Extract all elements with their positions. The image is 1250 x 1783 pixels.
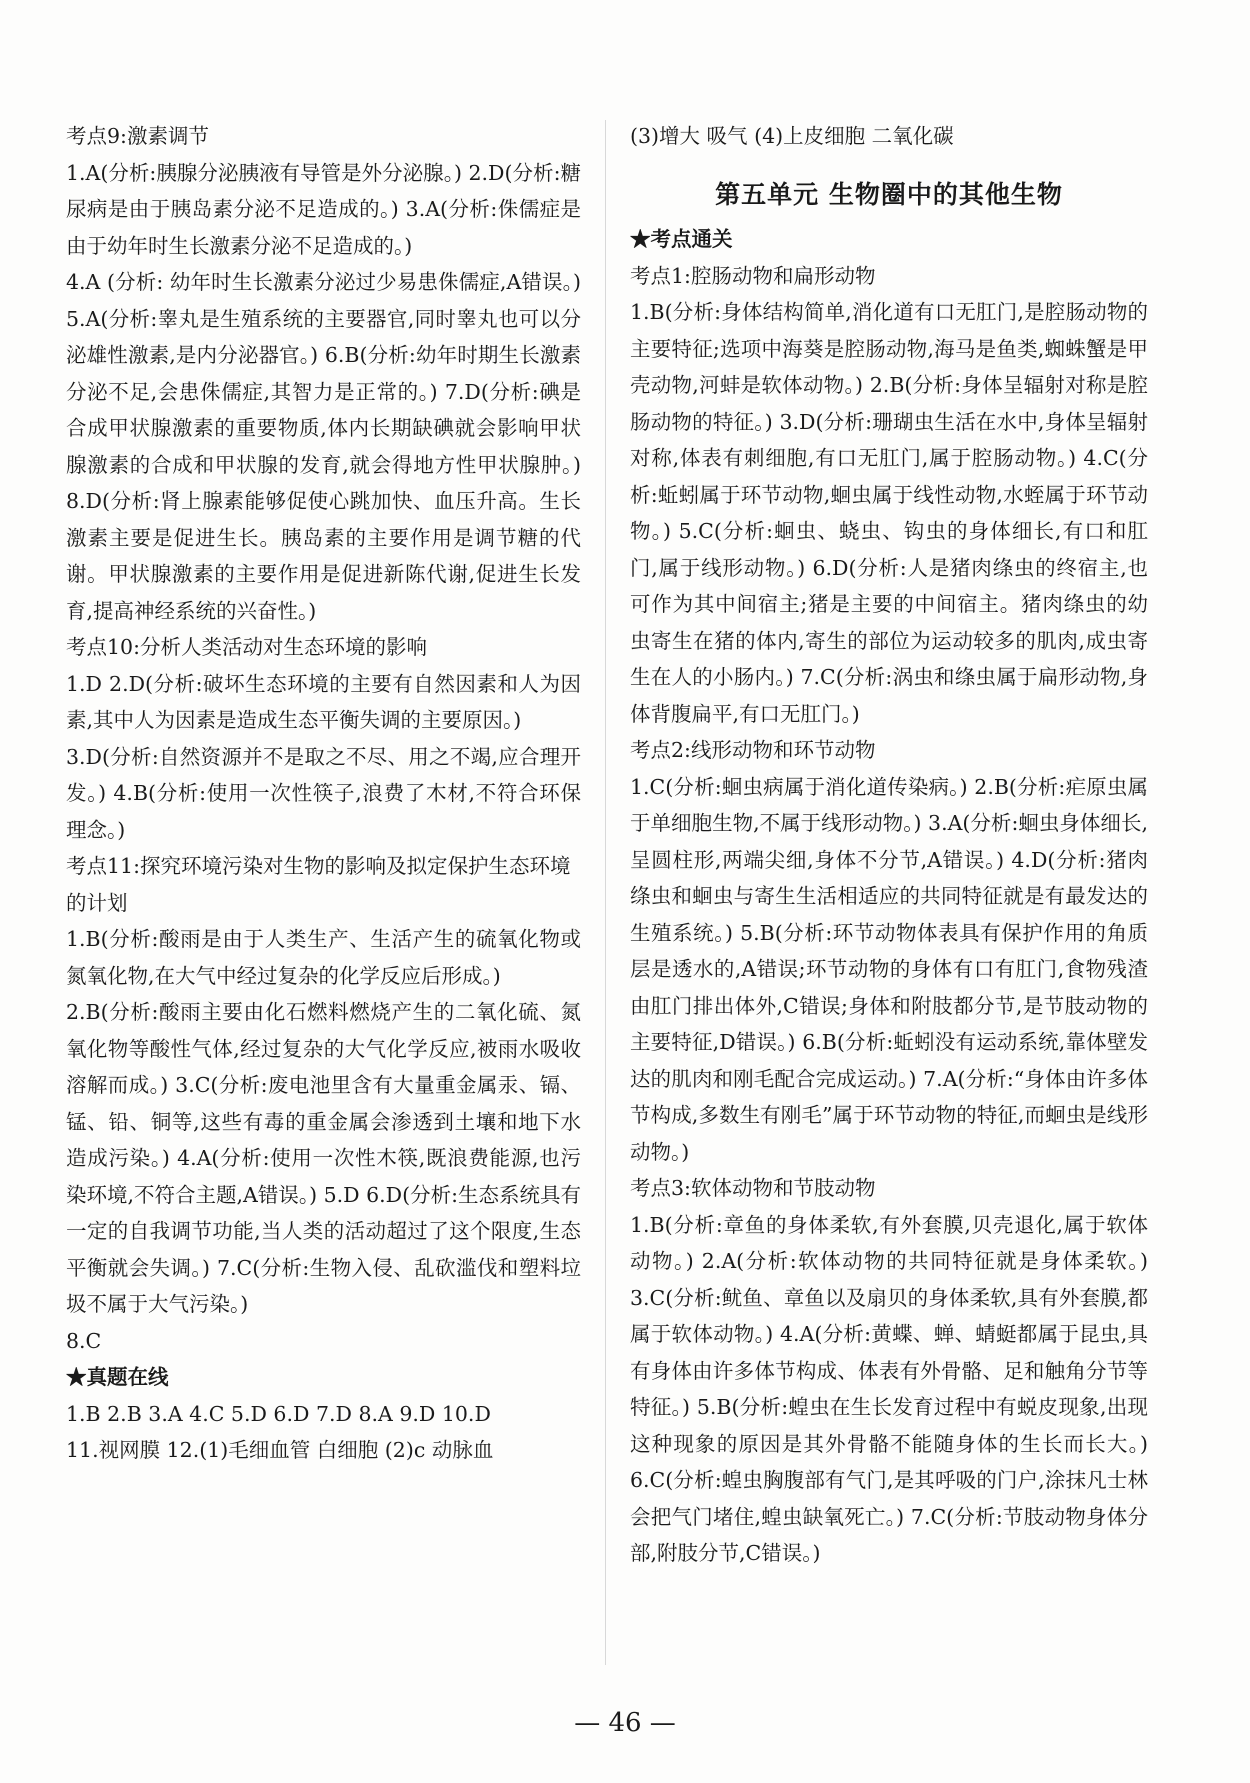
- answer-paragraph: 1.B(分析:身体结构简单,消化道有口无肛门,是腔肠动物的主要特征;选项中海葵是腔肠动物,海马是鱼类,蜘蛛蟹是甲壳动物,河蚌是软体动物。) 2.B(分析:身体呈辐射对称是腔肠动物的特征。) 3.D(分析:珊瑚虫生活在水中,身体呈辐射对称,体表有刺细胞,有口无肛门,属于腔肠动物。) 4.C(分析:蚯蚓属于环节动物,蛔虫属于线性动物,水蛭属于环节动物。) 5.C(分析:蛔虫、蛲虫、钩虫的身体细长,有口和肛门,属于线形动物。) 6.D(分析:人是猪肉绦虫的终宿主,也可作为其中间宿主;猪是主要的中间宿主。猪肉绦虫的幼虫寄生在猪的体内,寄生的部位为运动较多的肌肉,成虫寄生在人的小肠内。) 7.C(分析:涡虫和绦虫属于扁形动物,身体背腹扁平,有口无肛门。): [630, 300, 1148, 726]
- column-divider: [605, 120, 606, 1665]
- section-heading: 考点2:线形动物和环节动物: [630, 738, 876, 762]
- section-heading: 考点3:软体动物和节肢动物: [630, 1176, 876, 1200]
- page-number: — 46 —: [574, 1708, 676, 1738]
- left-column: [66, 118, 581, 1469]
- answer-paragraph: 1.B(分析:章鱼的身体柔软,有外套膜,贝壳退化,属于软体动物。) 2.A(分析:软体动物的共同特征就是身体柔软。) 3.C(分析:鱿鱼、章鱼以及扇贝的身体柔软,具有外套膜,都属于软体动物。) 4.A(分析:黄蝶、蝉、蜻蜓都属于昆虫,具有身体由许多体节构成、体表有外骨骼、足和触角分节等特征。) 5.B(分析:蝗虫在生长发育过程中有蜕皮现象,出现这种现象的原因是其外骨骼不能随身体的生长而长大。) 6.C(分析:蝗虫胸腹部有气门,是其呼吸的门户,涂抹凡士林会把气门堵住,蝗虫缺氧死亡。) 7.C(分析:节肢动物身体分部,附肢分节,C错误。): [630, 1212, 1148, 1565]
- answer-paragraph: 2.B(分析:酸雨主要由化石燃料燃烧产生的二氧化硫、氮氧化物等酸性气体,经过复杂的大气化学反应,被雨水吸收溶解而成。) 3.C(分析:废电池里含有大量重金属汞、镉、锰、铅、铜等,这些有毒的重金属会渗透到土壤和地下水造成污染。) 4.A(分析:使用一次性木筷,既浪费能源,也污染环境,不符合主题,A错误。) 5.D 6.D(分析:生态系统具有一定的自我调节功能,当人类的活动超过了这个限度,生态平衡就会失调。) 7.C(分析:生物入侵、乱砍滥伐和塑料垃圾不属于大气污染。): [66, 1000, 582, 1316]
- answer-paragraph: 8.C: [66, 1328, 102, 1353]
- star-heading: ★真题在线: [66, 1365, 169, 1389]
- star-heading: ★考点通关: [630, 227, 733, 251]
- answer-paragraph: 1.B(分析:酸雨是由于人类生产、生活产生的硫氧化物或氮氧化物,在大气中经过复杂的化学反应后形成。): [66, 927, 581, 988]
- answer-paragraph: 1.C(分析:蛔虫病属于消化道传染病。) 2.B(分析:疟原虫属于单细胞生物,不属于线形动物。) 3.A(分析:蛔虫身体细长,呈圆柱形,两端尖细,身体不分节,A错误。) 4.D(分析:猪肉绦虫和蛔虫与寄生生活相适应的共同特征就是有最发达的生殖系统。) 5.B(分析:环节动物体表具有保护作用的角质层是透水的,A错误;环节动物的身体有口有肛门,食物残渣由肛门排出体外,C错误;身体和附肢都分节,是节肢动物的主要特征,D错误。) 6.B(分析:蚯蚓没有运动系统,靠体壁发达的肌肉和刚毛配合完成运动。) 7.A(分析:“身体由许多体节构成,多数生有刚毛”属于环节动物的特征,而蛔虫是线形动物。): [630, 774, 1148, 1164]
- answer-paragraph: 11.视网膜 12.(1)毛细血管 白细胞 (2)c 动脉血: [66, 1438, 494, 1462]
- answer-paragraph: 3.D(分析:自然资源并不是取之不尽、用之不竭,应合理开发。) 4.B(分析:使用一次性筷子,浪费了木材,不符合环保理念。): [66, 744, 581, 842]
- section-heading: 考点10:分析人类活动对生态环境的影响: [66, 635, 427, 659]
- section-heading: 考点11:探究环境污染对生物的影响及拟定保护生态环境的计划: [66, 854, 571, 915]
- right-column: [630, 118, 1148, 1572]
- section-heading: 考点1:腔肠动物和扁形动物: [630, 263, 876, 288]
- answer-paragraph: 1.A(分析:胰腺分泌胰液有导管是外分泌腺。) 2.D(分析:糖尿病是由于胰岛素分泌不足造成的。) 3.A(分析:侏儒症是由于幼年时生长激素分泌不足造成的。): [66, 160, 581, 258]
- answer-paragraph: 1.D 2.D(分析:破坏生态环境的主要有自然因素和人为因素,其中人为因素是造成生态平衡失调的主要原因。): [66, 671, 581, 732]
- answer-paragraph: 4.A (分析: 幼年时生长激素分泌过少易患侏儒症,A错误。) 5.A(分析:睾丸是生殖系统的主要器官,同时睾丸也可以分泌雄性激素,是内分泌器官。) 6.B(分析:幼年时期生长激素分泌不足,会患侏儒症,其智力是正常的。) 7.D(分析:碘是合成甲状腺激素的重要物质,体内长期缺碘就会影响甲状腺激素的合成和甲状腺的发育,就会得地方性甲状腺肿。) 8.D(分析:肾上腺素能够促使心跳加快、血压升高。生长激素主要是促进生长。胰岛素的主要作用是调节糖的代谢。甲状腺激素的主要作用是促进新陈代谢,促进生长发育,提高神经系统的兴奋性。): [66, 270, 581, 623]
- section-heading: 考点9:激素调节: [66, 124, 209, 148]
- answer-paragraph: 1.B 2.B 3.A 4.C 5.D 6.D 7.D 8.A 9.D 10.D: [66, 1401, 491, 1426]
- answer-paragraph: (3)增大 吸气 (4)上皮细胞 二氧化碳: [630, 124, 954, 148]
- unit-title: 第五单元 生物圈中的其他生物: [715, 179, 1063, 209]
